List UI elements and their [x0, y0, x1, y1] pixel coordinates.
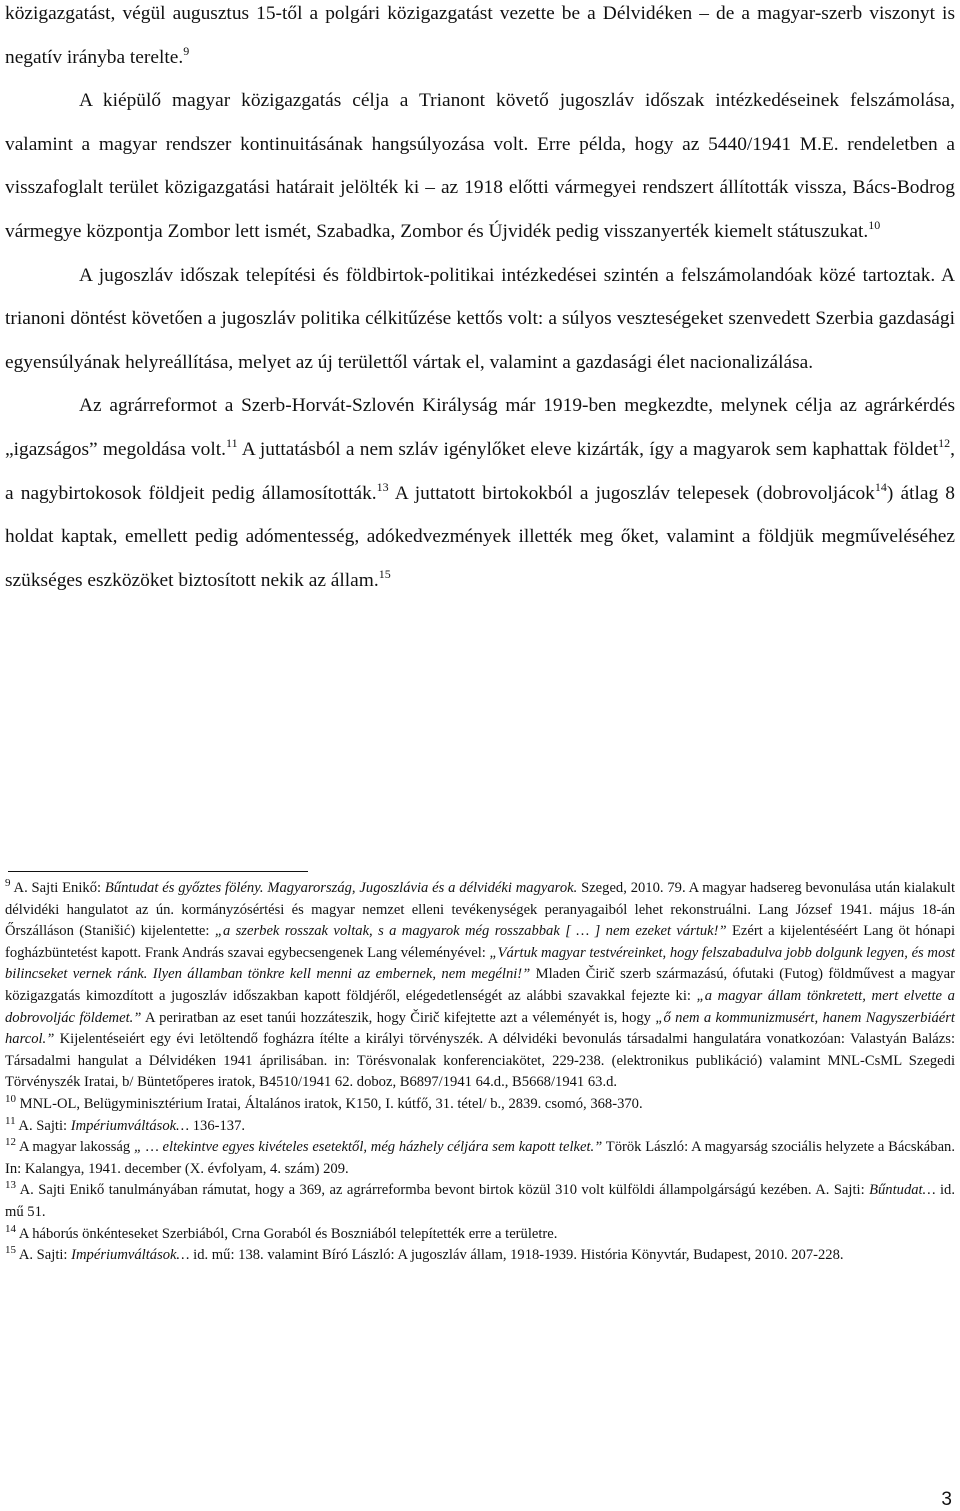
footnote-ref[interactable]: 10 [868, 217, 881, 232]
footnote-11: $^{11}$ A. Sajti: Impériumváltások… 136-137. [5, 1114, 246, 1134]
footnote-separator [8, 871, 308, 872]
footnote-ref[interactable]: 14 [874, 479, 887, 494]
footnote-ref[interactable]: 12 [938, 435, 951, 450]
footnote-ref[interactable]: 13 [376, 479, 389, 494]
footnote-ref[interactable]: 11 [226, 435, 238, 450]
footnote-14: $^{14}$ A háborús önkénteseket Szerbiából, Crna Goraból és Boszniából telepítették erre a területre. [5, 1222, 558, 1242]
footnote-10: $^{10}$ MNL-OL, Belügyminisztérium Iratai, Általános iratok, K150, I. kútfő, 31. tétel/ b., 2839. csomó, 368-370. [5, 1092, 643, 1112]
paragraph: Az agrárreformot a Szerb-Horvát-Szlovén Királyság már 1919-ben megkezdte, melynek célja az agrárkérdés „igazságos” megoldása volt.$^{11}$ A juttatásból a nem szláv igénylőket eleve kizárták, így a magyarok sem kaphattak földet$^{12}$, a nagybirtokosok földjeit pedig államosították.$^{13}$ A juttatott birtokokból a jugoszláv telepesek (dobrovoljácok$^{14}$) átlag 8 holdat kaptak, emellett pedig adómentesség, adókedvezmények illették meg őket, valamint a földjük megműveléséhez szükséges eszközöket biztosított nekik az állam.$^{15}$ [5, 395, 956, 591]
footnotes [5, 878, 955, 1267]
paragraph: közigazgatást, végül augusztus 15-től a polgári közigazgatást vezette be a Délvidéken – de a magyar-szerb viszonyt is negatív irányba terelte.$^9$ [5, 3, 955, 68]
footnote-9: $^9$ A. Sajti Enikő: Bűntudat és győztes fölény. Magyarország, Jugoszlávia és a délvidéki magyarok. Szeged, 2010. 79. A magyar hadsereg bevonulása után kialakult délvidéki hangulatot az ún. kormányzósértési és magyar nemzet elleni tevékenységek peranyagaiból lehet rekonstruálni. Lang József 1941. május 18-án Őrszálláson (Stanišić) kijelentette: „a szerbek rosszak voltak, s a magyarok még rosszabbak [ … ] nem ezeket vártuk!” Ezért a kijelentéséért Lang öt hónapi fogházbüntetést kapott. Frank András szavai egybecsengenek Lang véleményével: „Vártuk magyar testvéreinket, hogy felszabadulva jobb dolgunk legyen, és most bilincseket vernek ránk. Ilyen államban tönkre kell menni az embernek, nem megélni!” Mladen Čirič szerb származású, ófutaki (Futog) földművest a magyar közigazgatás kimozdított a jugoszláv időszakban kapott földjéről, elégedetlenségét az alábbi szavakkal fejezte ki: „a magyar állam tönkretett, mert elvette a dobrovoljác földemet.” A periratban az eset tanúi hozzáteszik, hogy Čirič kifejtette azt a véleményét is, hogy „ő nem a kommunizmusért, hanem Nagyszerbiáért harcol.” Kijelentéseiért egy évi letöltendő fogházra ítélte a királyi törvényszék. A délvidéki bevonulás társadalmi hangulatára vonatkozóan: Valastyán Balázs: Társadalmi hangulat a Délvidéken 1941 áprilisában. in: Törésvonalak konferenciakötet, 229-238. (elektronikus publikáció) valamint MNL-CsML Szegedi Törvényszék Iratai, b/ Büntetőperes iratok, B4510/1941 62. doboz, B6897/1941 64.d., B5668/1941 63.d. [5, 877, 956, 1091]
footnote-ref[interactable]: 9 [183, 43, 190, 58]
paragraph: A jugoszláv időszak telepítési és földbirtok-politikai intézkedései szintén a felszámolandóak közé tartoztak. A trianoni döntést követően a jugoszláv politika célkitűzése kettős volt: a súlyos veszteségeket szenvedett Szerbia gazdasági egyensúlyának helyreállítása, melyet az új területtől vártak el, valamint a gazdasági élet nacionalizálása. [5, 264, 955, 373]
footnote-15: $^{15}$ A. Sajti: Impériumváltások… id. mű: 138. valamint Bíró László: A jugoszláv állam, 1918-1939. História Könyvtár, Budapest, 2010. 207-228. [5, 1244, 844, 1264]
page-number: 3 [941, 1489, 952, 1510]
paragraph: A kiépülő magyar közigazgatás célja a Trianont követő jugoszláv időszak intézkedéseinek felszámolása, valamint a magyar rendszer kontinuitásának hangsúlyozása volt. Erre példa, hogy az 5440/1941 M.E. rendeletben a visszafoglalt terület közigazgatási határait jelölték ki – az 1918 előtti vármegyei rendszert állították vissza, Bács-Bodrog vármegye központja Zombor lett ismét, Szabadka, Zombor és Újvidék pedig visszanyerték kiemelt státuszukat.$^{10}$ [5, 90, 955, 242]
body-text [5, 0, 955, 602]
footnote-12: $^{12}$ A magyar lakosság „ … eltekintve egyes kivételes esetektől, még házhely céljára sem kapott telket.” Török László: A magyarság szociális helyzete a Bácskában. In: Kalangya, 1941. december (X. évfolyam, 4. szám) 209. [5, 1136, 955, 1177]
footnote-13: $^{13}$ A. Sajti Enikő tanulmányában rámutat, hogy a 369, az agrárreformba bevont birtok közül 310 volt külföldi állampolgárságú kezében. A. Sajti: Bűntudat… id. mű 51. [5, 1179, 955, 1220]
footnote-ref[interactable]: 15 [378, 566, 391, 581]
